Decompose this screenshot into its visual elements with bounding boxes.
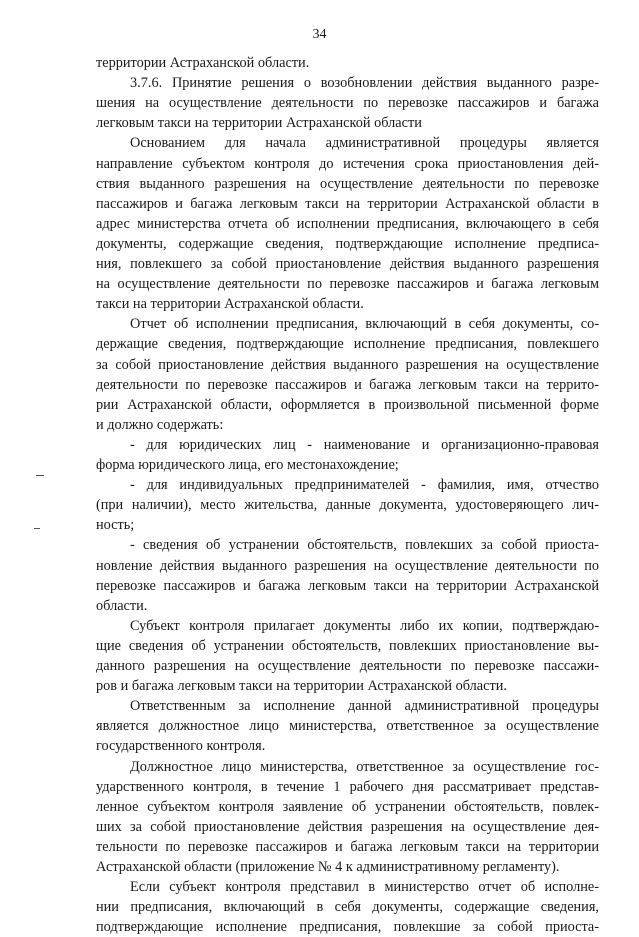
text-line: нии предписания, включающий в себя документы, содержащие сведения, <box>96 899 599 916</box>
text-line: форма юридического лица, его местонахождение; <box>96 457 399 473</box>
text-line: Субъект контроля прилагает документы либо их копии, подтверждаю- <box>130 617 599 634</box>
text-line: ния, повлекшего за собой приостановление действия выданного разрешения <box>96 256 599 272</box>
text-line: Должностное лицо министерства, ответственное за осуществление гос- <box>130 758 599 775</box>
text-line: Ответственным за исполнение данной административной процедуры <box>130 698 599 715</box>
text-line: - для юридических лиц - наименование и организационно-правовая <box>130 436 599 453</box>
text-line: держащие сведения, подтверждающие исполнение предписания, повлекшего <box>96 336 599 353</box>
text-line: на осуществление деятельности по перевозке пассажиров и багажа легковым <box>96 276 599 293</box>
text-line: рии Астраханской области, оформляется в произвольной письменной форме <box>96 396 599 413</box>
text-line: является должностное лицо министерства, ответственное за осуществление <box>96 718 599 735</box>
text-line: 3.7.6. Принятие решения о возобновлении действия выданного разре- <box>130 75 599 92</box>
text-line: и должно содержать: <box>96 416 224 433</box>
text-line: деятельности по перевозке пассажиров и багажа легковым такси на террито- <box>96 376 599 393</box>
text-line: шения на осуществление деятельности по перевозке пассажиров и багажа <box>96 95 599 112</box>
text-line: ров и багажа легковым такси на территории Астраханской области. <box>96 678 507 695</box>
text-line: подтверждающие исполнение предписания, повлекшие за собой приоста- <box>96 919 599 936</box>
text-line: перевозке пассажиров и багажа легковым такси на территории Астраханской <box>96 577 599 594</box>
text-line: государственного контроля. <box>96 738 266 755</box>
text-line: пассажиров и багажа легковым такси на территории Астраханской области в <box>96 195 599 212</box>
text-line: (при наличии), место жительства, данные документа, удостоверяющего лич- <box>96 497 599 514</box>
text-line: ствия выданного разрешения на осуществление деятельности по перевозке <box>96 175 599 192</box>
text-line: Основанием для начала административной процедуры является <box>130 135 599 152</box>
text-line: данного разрешения на осуществление деятельности по перевозке пассажи- <box>96 658 599 674</box>
text-line: щие сведения об устранении обстоятельств, повлекших приостановление вы- <box>96 637 599 654</box>
text-line: адрес министерства отчета об исполнении предписания, включающего в себя <box>96 215 599 232</box>
text-line: за собой приостановление действия выданного разрешения на осуществление <box>96 356 599 373</box>
text-line: ность; <box>96 517 135 534</box>
text-line: тельности по перевозке пассажиров и багажа легковым такси на территории <box>96 838 599 855</box>
text-line: документы, содержащие сведения, подтверждающие исполнение предписа- <box>96 235 599 252</box>
text-line: направление субъектом контроля до истечения срока приостановления дей- <box>96 155 599 172</box>
text-line: такси на территории Астраханской области. <box>96 296 364 313</box>
text-line: области. <box>96 597 148 614</box>
text-line: легковым такси на территории Астраханской области <box>96 115 422 132</box>
text-line: ленное субъектом контроля заявление об устранении обстоятельств, повлек- <box>96 798 599 815</box>
text-line: - для индивидуальных предпринимателей - фамилия, имя, отчество <box>130 477 599 494</box>
text-line: - сведения об устранении обстоятельств, повлекших за собой приоста- <box>130 537 599 554</box>
text-line: новление действия выданного разрешения на осуществление деятельности по <box>96 557 599 574</box>
text-line: территории Астраханской области. <box>96 55 310 71</box>
text-line: Если субъект контроля представил в министерство отчет об исполне- <box>130 879 599 896</box>
text-line: ударственного контроля, в течение 1 рабочего дня рассматривает представ- <box>96 778 599 795</box>
text-line: Отчет об исполнении предписания, включающий в себя документы, со- <box>130 316 599 333</box>
text-line: Астраханской области (приложение № 4 к административному регламенту). <box>96 859 560 875</box>
text-line: ших за собой приостановление действия разрешения на осуществление дея- <box>96 818 599 835</box>
page-number: 34 <box>312 27 327 42</box>
